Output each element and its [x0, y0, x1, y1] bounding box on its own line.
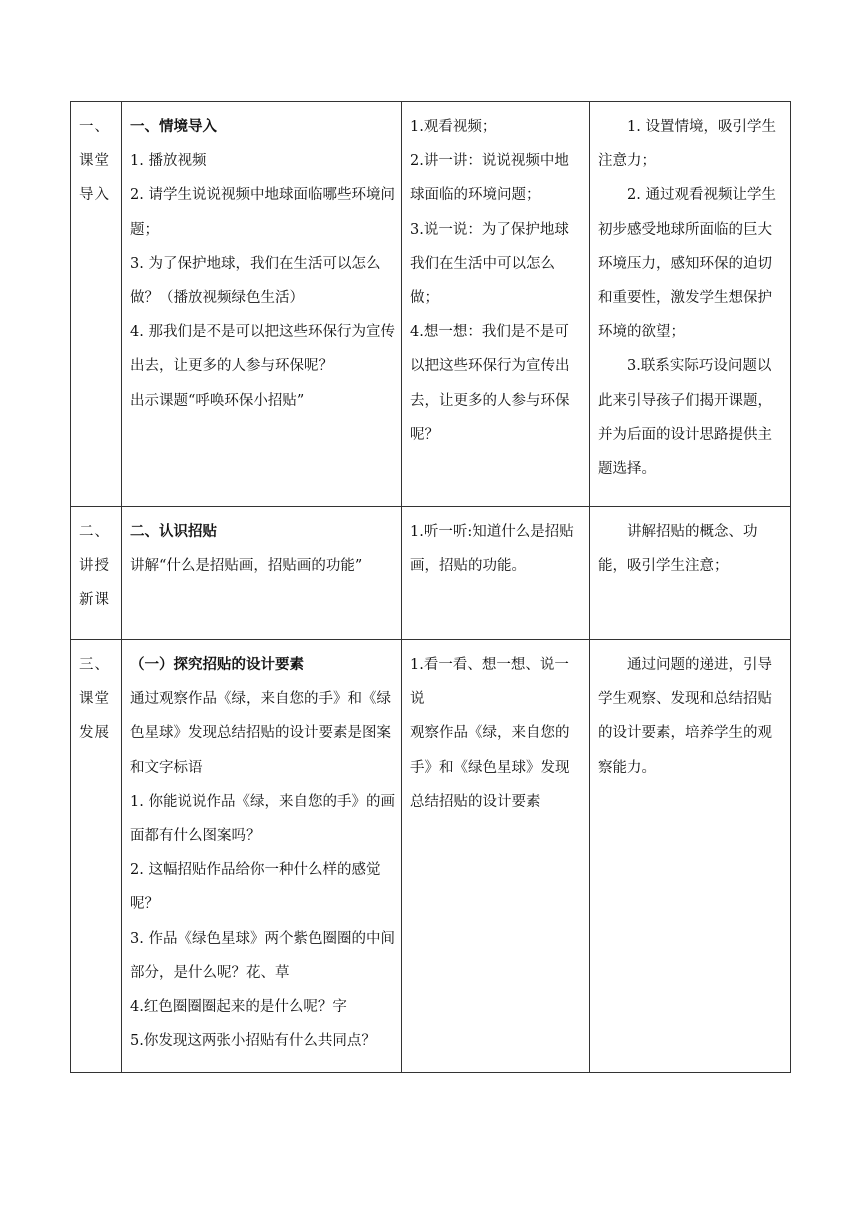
intent-text: 3.联系实际巧设问题以此来引导孩子们揭开课题，并为后面的设计思路提供主题选择。 — [598, 358, 772, 478]
lesson-plan-table — [70, 101, 791, 1073]
stage-label: 新课 — [79, 592, 110, 609]
teacher-step: 5.你发现这两张小招贴有什么共同点？ — [130, 1033, 376, 1050]
teacher-step: 3. 作品《绿色星球》两个紫色圈圈的中间部分，是什么呢？花、草 — [130, 930, 395, 981]
teacher-step: 1. 播放视频 — [130, 153, 207, 170]
teacher-activity-cell — [122, 102, 402, 507]
teacher-step: 3. 为了保护地球，我们在生活可以怎么做？（播放视频绿色生活） — [130, 255, 381, 307]
stage-label: 一、 — [79, 119, 110, 135]
stage-cell — [71, 102, 122, 507]
section-heading: （一）探究招贴的设计要素 — [130, 656, 304, 673]
stage-cell — [71, 640, 122, 1073]
teacher-step: 1. 你能说说作品《绿，来自您的手》的画面都有什么图案吗？ — [130, 793, 395, 845]
intent-text: 1. 设置情境，吸引学生注意力； — [598, 119, 776, 170]
student-activity-cell — [402, 507, 590, 640]
intent-text: 讲解招贴的概念、功能，吸引学生注意； — [598, 524, 758, 575]
student-step: 1.看一看、想一想、说一说 — [410, 657, 569, 708]
intent-text: 2. 通过观看视频让学生初步感受地球所面临的巨大环境压力，感知环保的迫切和重要性，激发学生想保护环境的欲望； — [598, 187, 776, 341]
student-step: 4.想一想：我们是不是可以把这些环保行为宣传出去，让更多的人参与环保呢？ — [410, 324, 570, 443]
student-step: 2.讲一讲：说说视频中地球面临的环境问题； — [410, 153, 569, 204]
stage-label: 讲授 — [79, 558, 110, 575]
stage-cell — [71, 507, 122, 640]
teacher-step: 2. 请学生说说视频中地球面临哪些环境问题； — [130, 187, 395, 238]
stage-label: 导入 — [79, 187, 110, 204]
section-heading: 一、情境导入 — [130, 118, 217, 135]
student-activity-cell — [402, 640, 590, 1073]
teacher-step: 4. 那我们是不是可以把这些环保行为宣传出去，让更多的人参与环保呢？ — [130, 324, 395, 375]
stage-label: 三、 — [79, 657, 110, 673]
stage-label: 课堂 — [79, 153, 110, 170]
teacher-step: 通过观察作品《绿，来自您的手》和《绿色星球》发现总结招贴的设计要素是图案和文字标语 — [130, 691, 391, 776]
stage-label: 课堂 — [79, 691, 110, 708]
student-step: 3.说一说：为了保护地球我们在生活中可以怎么做； — [410, 221, 569, 307]
design-intent-cell — [590, 640, 791, 1073]
stage-label: 二、 — [79, 524, 110, 540]
table-row — [71, 507, 791, 640]
teacher-step: 4.红色圈圈圈起来的是什么呢？字 — [130, 999, 347, 1016]
teacher-activity-cell — [122, 640, 402, 1073]
stage-label: 发展 — [79, 725, 110, 742]
design-intent-cell — [590, 102, 791, 507]
student-step: 1.观看视频； — [410, 119, 497, 135]
intent-text: 通过问题的递进，引导学生观察、发现和总结招贴的设计要素，培养学生的观察能力。 — [598, 657, 772, 776]
section-heading: 二、认识招贴 — [130, 523, 217, 540]
design-intent-cell — [590, 507, 791, 640]
teacher-step: 2. 这幅招贴作品给你一种什么样的感觉呢？ — [130, 862, 381, 913]
student-step: 观察作品《绿，来自您的手》和《绿色星球》发现总结招贴的设计要素 — [410, 725, 570, 810]
table-row — [71, 102, 791, 507]
teacher-step: 讲解“什么是招贴画，招贴画的功能” — [130, 558, 363, 575]
teacher-step: 出示课题“呼唤环保小招贴” — [130, 392, 305, 409]
student-step: 1.听一听:知道什么是招贴画，招贴的功能。 — [410, 524, 574, 575]
table-row — [71, 640, 791, 1073]
student-activity-cell — [402, 102, 590, 507]
teacher-activity-cell — [122, 507, 402, 640]
